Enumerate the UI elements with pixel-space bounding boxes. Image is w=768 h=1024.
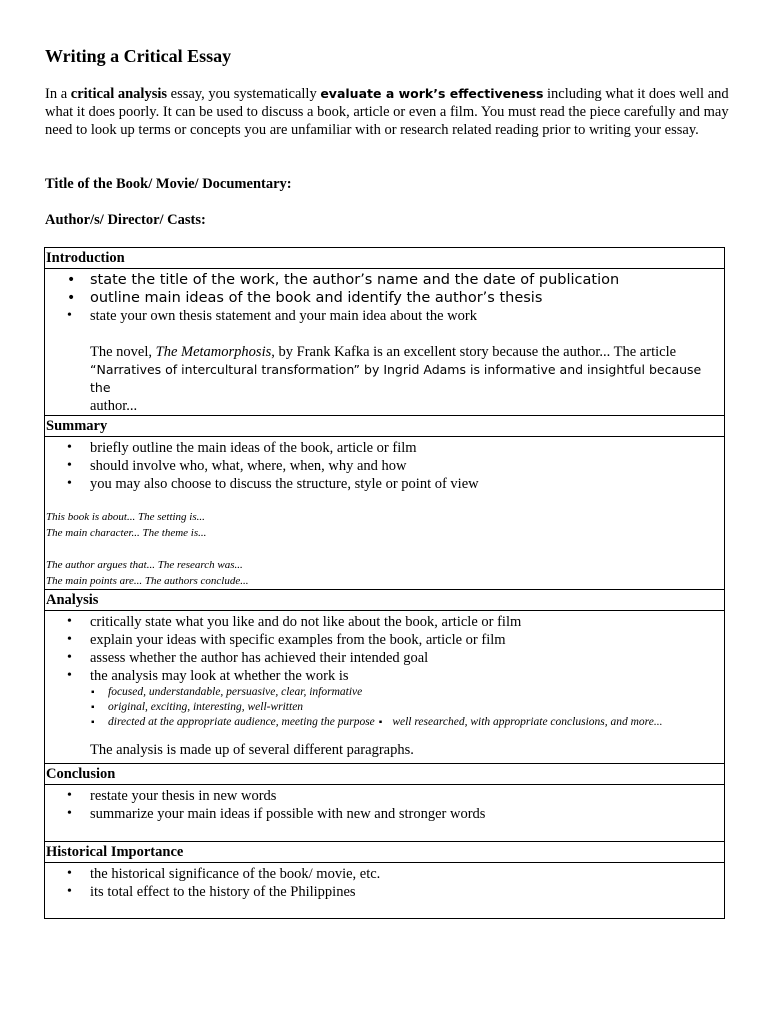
author-field-label: Author/s/ Director/ Casts: [45, 212, 206, 228]
list-item: • critically state what you like and do not like about the book, article or film [45, 613, 724, 631]
summary-body [45, 437, 725, 590]
example-text: , by Frank Kafka is an excellent story because the author... The article [271, 344, 677, 360]
summary-prompt: The main character... The theme is... [46, 527, 207, 539]
analysis-note: The analysis is made up of several different paragraphs. [90, 742, 414, 758]
list-item: • the historical significance of the book/ movie, etc. [45, 865, 724, 883]
intro-paragraph [45, 85, 735, 139]
analysis-criteria-list [45, 685, 724, 730]
historical-importance-list [45, 865, 724, 901]
analysis-list [45, 613, 724, 685]
summary-prompt: This book is about... The setting is... [46, 511, 205, 523]
summary-list [45, 439, 724, 493]
intro-bold-term: evaluate a work’s effectiveness [320, 86, 544, 101]
summary-prompt: The main points are... The authors conclude... [46, 575, 249, 587]
criteria-item [45, 715, 724, 730]
list-item: • summarize your main ideas if possible with new and stronger words [45, 805, 724, 823]
intro-text: including what it does well and what it does poorly. It can be used to discuss a book, article or even a film. You must read the piece carefully and may need to look up terms or concepts you are unfamiliar with or research related reading prior to writing your essay. [45, 86, 729, 138]
list-item: • should involve who, what, where, when, why and how [45, 457, 724, 475]
summary-prompt: The author argues that... The research was... [46, 559, 243, 571]
square-bullet-icon: ▪ [378, 717, 383, 728]
criteria-item: ▪ focused, understandable, persuasive, clear, informative [45, 685, 724, 700]
intro-bold-term: critical analysis [70, 86, 168, 102]
title-field-label: Title of the Book/ Movie/ Documentary: [45, 176, 292, 192]
example-text: The novel, [90, 344, 156, 360]
criteria-text: directed at the appropriate audience, meeting the purpose [108, 716, 375, 728]
introduction-example [45, 343, 724, 415]
essay-structure-table [44, 247, 725, 919]
example-work-title: The Metamorphosis [155, 344, 272, 360]
introduction-body [45, 269, 725, 416]
criteria-item: ▪ original, exciting, interesting, well-written [45, 700, 724, 715]
list-item: • state your own thesis statement and your main idea about the work [45, 307, 724, 325]
list-item: • its total effect to the history of the Philippines [45, 883, 724, 901]
intro-text: essay, you systematically [167, 86, 321, 102]
introduction-list [45, 271, 724, 325]
conclusion-body [45, 785, 725, 842]
conclusion-list [45, 787, 724, 823]
intro-text: In a [45, 86, 71, 102]
list-item: • outline main ideas of the book and identify the author’s thesis [45, 289, 724, 307]
introduction-heading: Introduction [45, 248, 725, 269]
example-text: author... [90, 398, 138, 414]
summary-heading: Summary [45, 416, 725, 437]
criteria-text: well researched, with appropriate conclusions, and more... [392, 716, 663, 728]
example-text: “Narratives of intercultural transformation” by Ingrid Adams is informative and insightful because the [90, 362, 702, 395]
page-title: Writing a Critical Essay [45, 46, 232, 66]
list-item: • the analysis may look at whether the work is [45, 667, 724, 685]
analysis-body [45, 611, 725, 764]
list-item: • restate your thesis in new words [45, 787, 724, 805]
historical-importance-body [45, 863, 725, 919]
historical-importance-heading: Historical Importance [45, 842, 725, 863]
list-item: • explain your ideas with specific examples from the book, article or film [45, 631, 724, 649]
conclusion-heading: Conclusion [45, 764, 725, 785]
analysis-heading: Analysis [45, 590, 725, 611]
list-item: • assess whether the author has achieved their intended goal [45, 649, 724, 667]
list-item: • briefly outline the main ideas of the book, article or film [45, 439, 724, 457]
list-item: • state the title of the work, the author’s name and the date of publication [45, 271, 724, 289]
list-item: • you may also choose to discuss the structure, style or point of view [45, 475, 724, 493]
